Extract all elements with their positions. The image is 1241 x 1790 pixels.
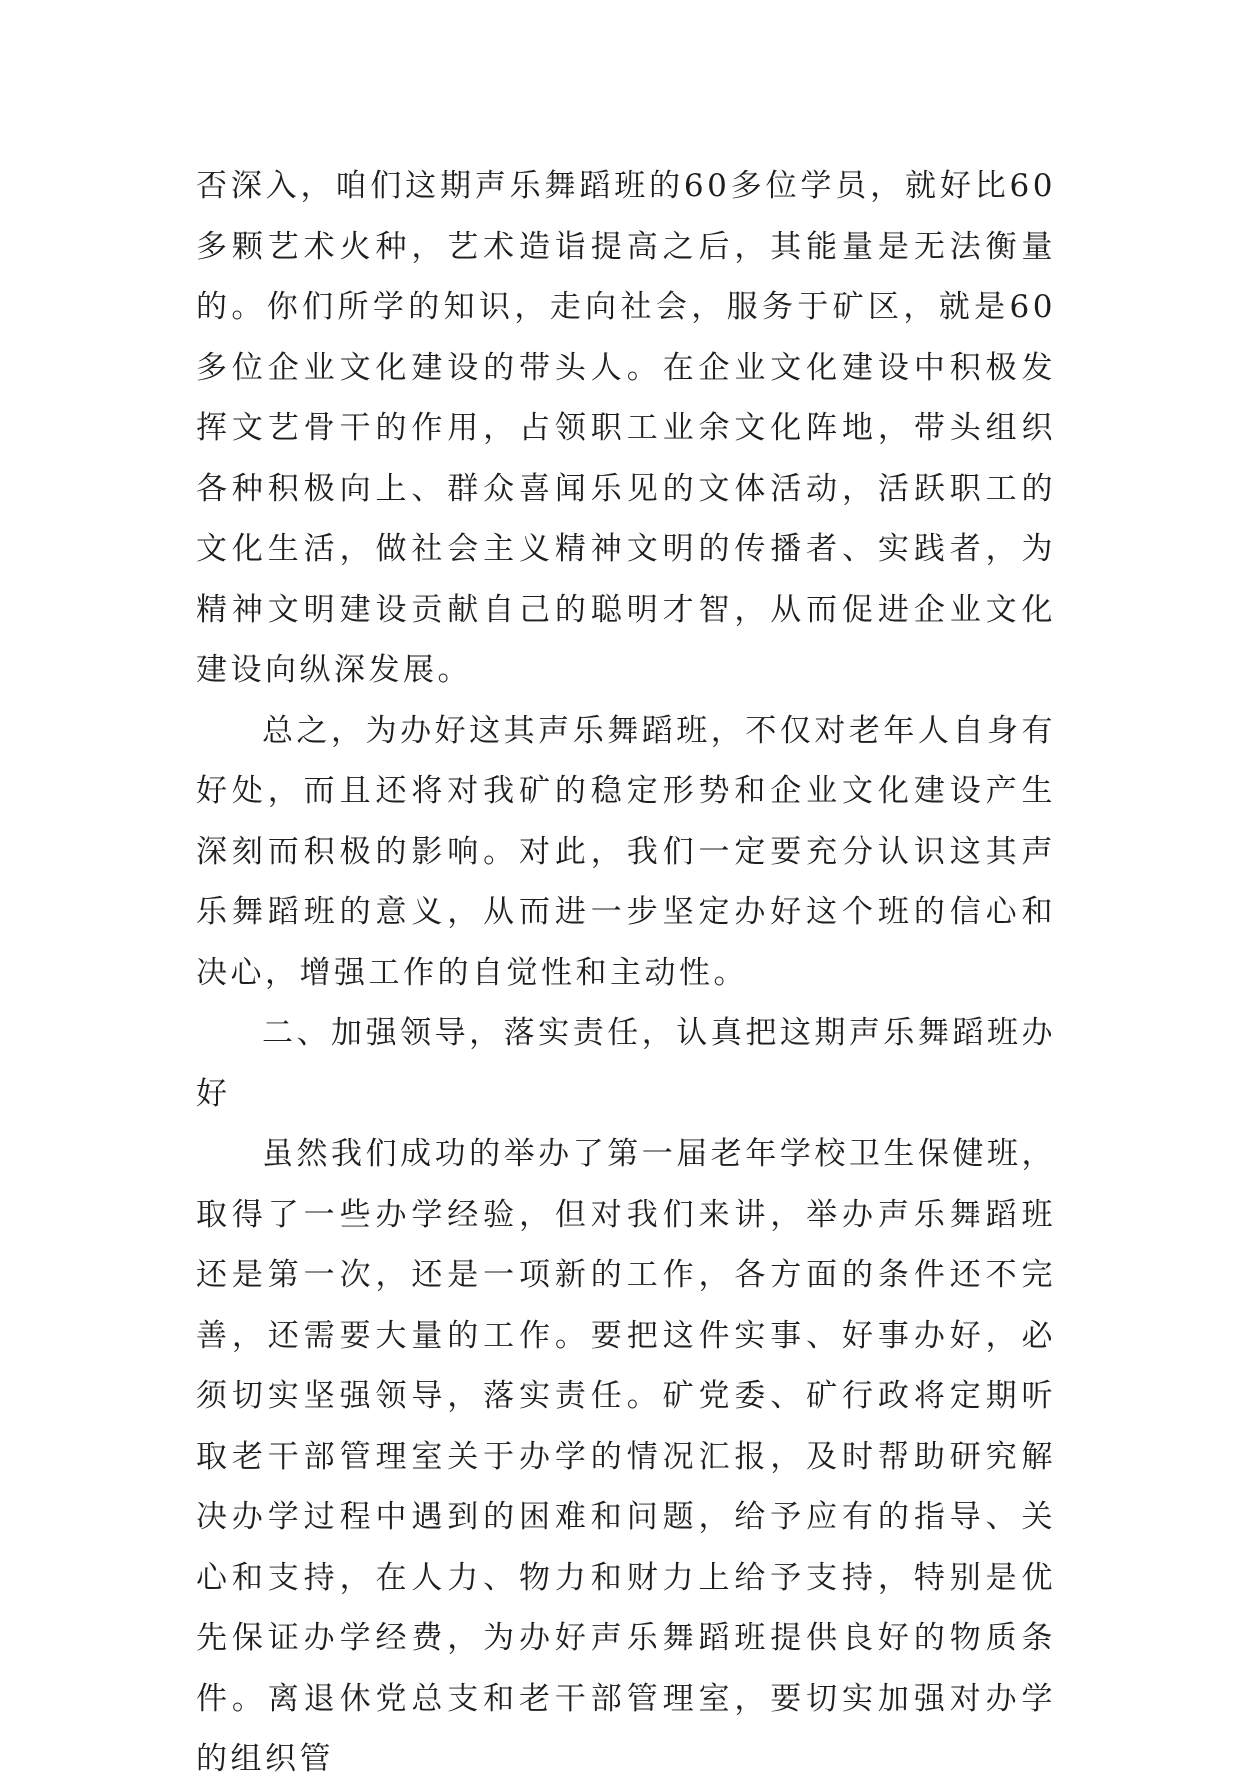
section-heading: 二、加强领导，落实责任，认真把这期声乐舞蹈班办好 [196, 1015, 1056, 1112]
document-body [196, 156, 1056, 1790]
paragraph-leadership: 虽然我们成功的举办了第一届老年学校卫生保健班，取得了一些办学经验，但对我们来讲，举办声乐舞蹈班还是第一次，还是一项新的工作，各方面的条件还不完善，还需要大量的工作。要把这件实事、好事办好，必须切实坚强领导，落实责任。矿党委、矿行政将定期听取老干部管理室关于办学的情况汇报，及时帮助研究解决办学过程中遇到的困难和问题，给予应有的指导、关心和支持，在人力、物力和财力上给予支持，特别是优先保证办学经费，为办好声乐舞蹈班提供良好的物质条件。离退休党总支和老干部管理室，要切实加强对办学的组织管 [196, 1136, 1056, 1777]
paragraph-continuation: 否深入，咱们这期声乐舞蹈班的60多位学员，就好比60多颗艺术火种，艺术造诣提高之后，其能量是无法衡量的。你们所学的知识，走向社会，服务于矿区，就是60多位企业文化建设的带头人。在企业文化建设中积极发挥文艺骨干的作用，占领职工业余文化阵地，带头组织各种积极向上、群众喜闻乐见的文体活动，活跃职工的文化生活，做社会主义精神文明的传播者、实践者，为精神文明建设贡献自己的聪明才智，从而促进企业文化建设向纵深发展。 [196, 168, 1056, 688]
paragraph-summary: 总之，为办好这其声乐舞蹈班，不仅对老年人自身有好处，而且还将对我矿的稳定形势和企业文化建设产生深刻而积极的影响。对此，我们一定要充分认识这其声乐舞蹈班的意义，从而进一步坚定办好这个班的信心和决心，增强工作的自觉性和主动性。 [196, 712, 1056, 991]
